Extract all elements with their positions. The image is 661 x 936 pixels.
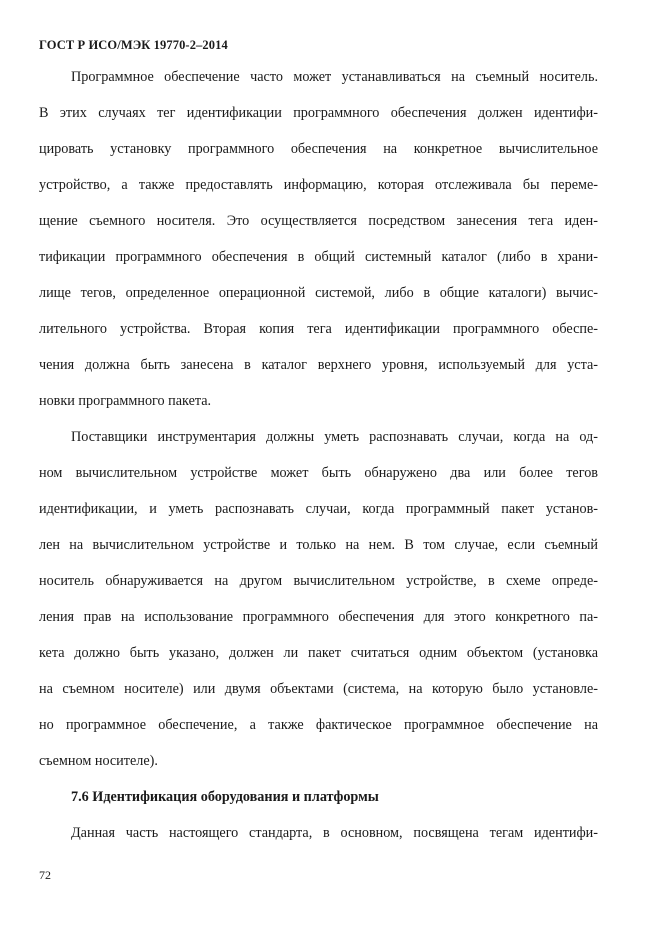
page-number: 72 (39, 868, 51, 882)
paragraph-2-line: Поставщики инструментария должны уметь распознавать случаи, когда на од- (71, 429, 598, 445)
paragraph-1-line: В этих случаях тег идентификации программного обеспечения должен идентифи- (39, 105, 598, 121)
paragraph-1-line: устройство, а также предоставлять информацию, которая отслеживала бы переме- (39, 177, 598, 193)
paragraph-1-line: тификации программного обеспечения в общий системный каталог (либо в храни- (39, 249, 598, 265)
paragraph-2-line: идентификации, и уметь распознавать случаи, когда программный пакет установ- (39, 501, 598, 517)
paragraph-1-line: Программное обеспечение часто может устанавливаться на съемный носитель. (71, 69, 598, 85)
paragraph-2-line: лен на вычислительном устройстве и только на нем. В том случае, если съемный (39, 537, 598, 553)
paragraph-3-line: Данная часть настоящего стандарта, в основном, посвящена тегам идентифи- (71, 825, 598, 841)
paragraph-2-line: ном вычислительном устройстве может быть обнаружено два или более тегов (39, 465, 598, 481)
paragraph-1-line: новки программного пакета. (39, 393, 212, 409)
paragraph-1-line: чения должна быть занесена в каталог верхнего уровня, используемый для уста- (39, 357, 598, 373)
paragraph-2-line: съемном носителе). (39, 753, 158, 769)
paragraph-1-line: щение съемного носителя. Это осуществляется посредством занесения тега иден- (39, 213, 598, 229)
paragraph-2-line: кета должно быть указано, должен ли пакет считаться одним объектом (установка (39, 645, 598, 661)
paragraph-2-line: носитель обнаруживается на другом вычислительном устройстве, в схеме опреде- (39, 573, 598, 589)
paragraph-2-line: ления прав на использование программного обеспечения для этого конкретного па- (39, 609, 598, 625)
paragraph-1-line: цировать установку программного обеспечения на конкретное вычислительное (39, 141, 598, 157)
paragraph-1-line: лище тегов, определенное операционной системой, либо в общие каталоги) вычис- (39, 285, 598, 301)
paragraph-2-line: но программное обеспечение, а также фактическое программное обеспечение на (39, 717, 598, 733)
paragraph-1-line: лительного устройства. Вторая копия тега идентификации программного обеспе- (39, 321, 598, 337)
document-header: ГОСТ Р ИСО/МЭК 19770-2–2014 (39, 38, 228, 52)
paragraph-2-line: на съемном носителе) или двумя объектами (система, на которую было установле- (39, 681, 598, 697)
section-heading: 7.6 Идентификация оборудования и платформы (71, 789, 379, 805)
